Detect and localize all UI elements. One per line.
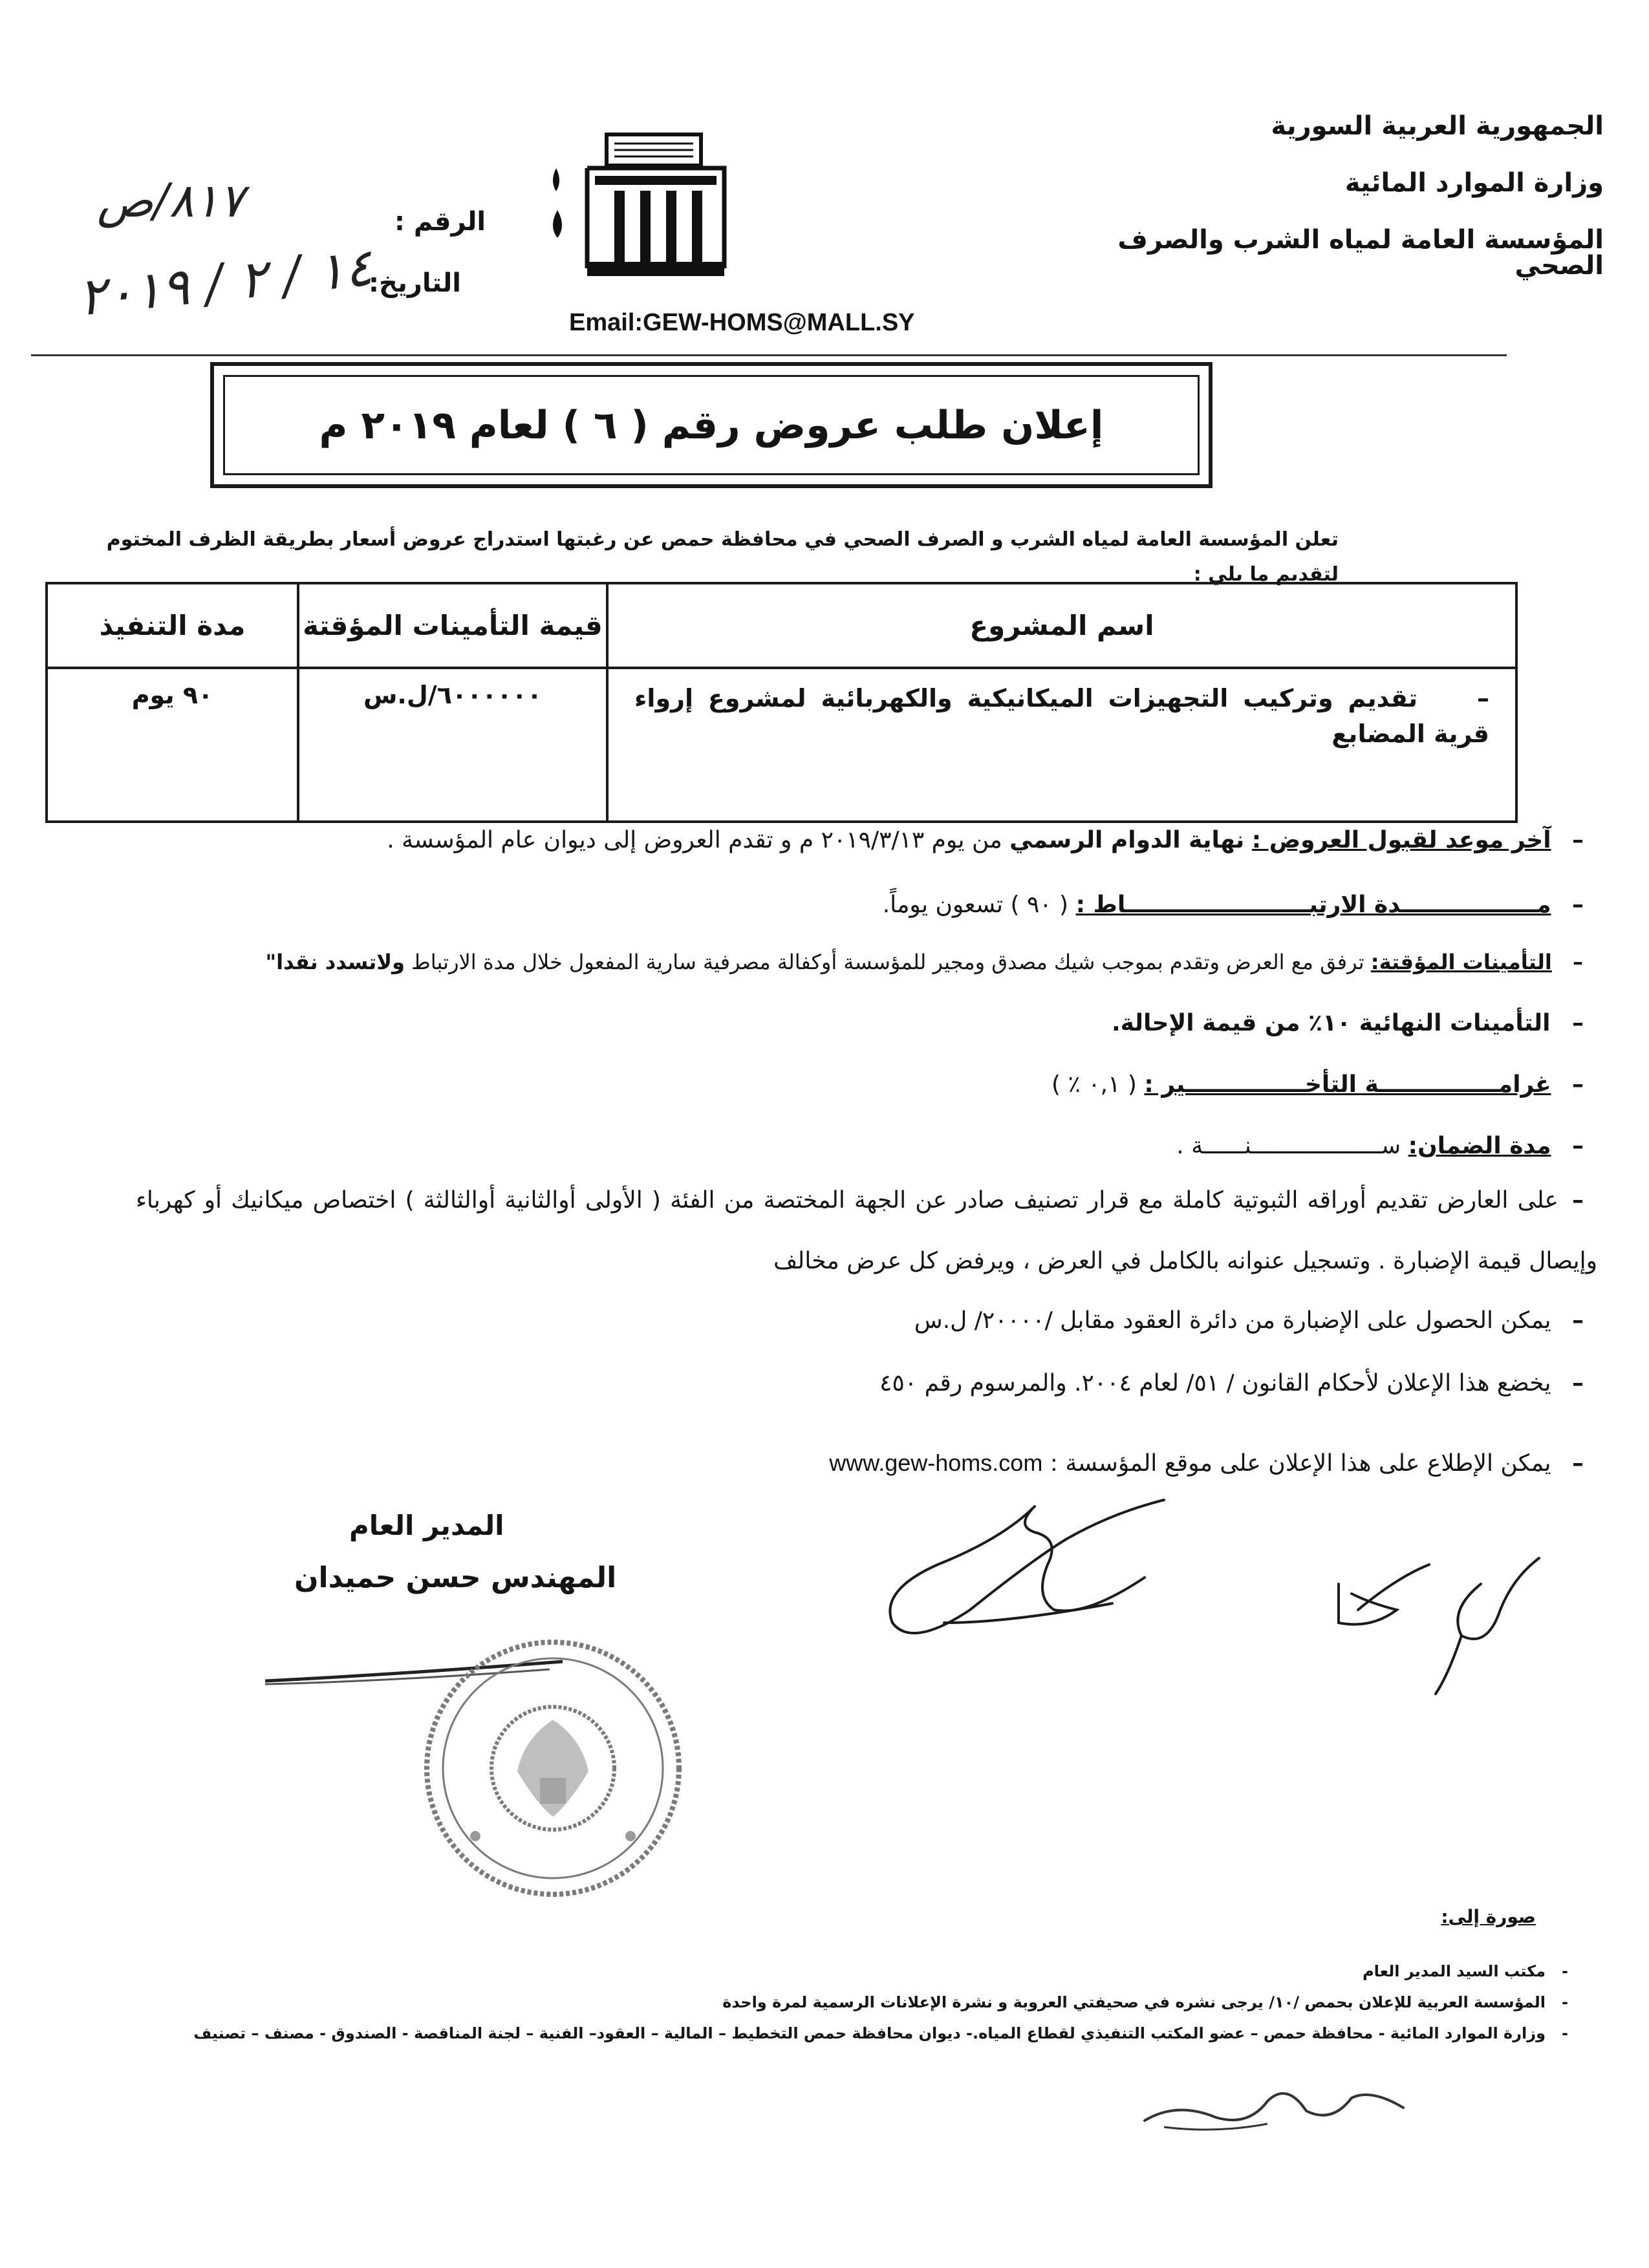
date-label: التاريخ: [369,268,461,298]
temporary-insurance-text: ترفق مع العرض وتقدم بموجب شيك مصدق ومجير للمؤسسة أوكفالة مصرفية سارية المفعول خلال مدة الارتباط [411,950,1364,974]
project-name-cell [607,668,1516,822]
temporary-insurance-value: ٦٠٠٠٠٠٠/ل.س [298,668,607,822]
official-seal [414,1629,692,1907]
header-divider [31,354,1507,356]
final-insurance-text: التأمينات النهائية ١٠٪ من قيمة الإحالة. [1111,1010,1551,1036]
clause-delay-penalty: – غرامـــــــــــــــة التأخـــــــــــــــير : ( ٠,١ ٪ ) [1051,1071,1584,1098]
announcement-title: إعلان طلب عروض رقم ( ٦ ) لعام ٢٠١٩ م [319,402,1104,448]
deadline-text: من يوم ٢٠١٩/٣/١٣ م و تقدم العروض إلى ديوان عام المؤسسة . [387,827,1002,853]
deadline-bold: نهاية الدوام الرسمي [1009,827,1245,853]
copy-recipient-3: -وزارة الموارد المائية - محافظة حمص – عضو المكتب التنفيذي لقطاع المياه.- ديوان محافظة حمص التخطيط – المالية – العقود– الفنية – لجنة المناقصة - الصندوق - مصنف – تصنيف [193,2024,1568,2042]
copies-label: صورة إلى: [1441,1906,1536,1927]
table-header-row [47,583,1516,668]
handwritten-date: ١٤ / ٢ / ٢٠١٩ [75,237,376,328]
project-name-value: تقديم وتركيب التجهيزات الميكانيكية والكهربائية لمشروع إرواء قرية المضابع [634,684,1489,749]
institution-name: المؤسسة العامة لمياه الشرب والصرف الصحي [1117,225,1604,281]
bidder-requirements-text: على العارض تقديم أوراقه الثبوتية كاملة مع قرار تصنيف صادر عن الجهة المختصة من الفئة ( الأولى أوالثانية أوالثالثة ) اختصاص ميكانيك أو كهرباء وإيصال قيمة الإضبارة . وتسجيل عنوانه بالكامل في العرض ، ويرفض كل عرض مخالف [136,1187,1597,1274]
signatory-title: المدير العام [349,1510,504,1541]
deadline-label: آخر موعد لقبول العروض : [1251,827,1551,853]
temporary-insurance-label: التأمينات المؤقتة: [1370,950,1552,974]
handwritten-reference-number: ٨١٧/ص [97,173,244,228]
commitment-label: مـــــــــــــــــدة الارتبـــــــــــــــــــــــاط : [1075,892,1551,918]
execution-duration-value: ٩٠ يوم [47,668,298,822]
warranty-value: ســـــــــــــــــــنــــــة . [1176,1133,1401,1159]
water-institution-logo [550,129,737,297]
website-link[interactable]: www.gew-homs.com [829,1450,1043,1476]
commitment-value: ( ٩٠ ) تسعون يوماً. [882,892,1069,918]
copy-recipient-2: -المؤسسة العربية للإعلان بحمص /١٠/ يرجى نشره في صحيفتي العروبة و نشرة الإعلانات الرسمية لمرة واحدة [722,1993,1568,2011]
penalty-value: ( ٠,١ ٪ ) [1051,1071,1137,1098]
clause-deadline: – آخر موعد لقبول العروض : نهاية الدوام الرسمي من يوم ٢٠١٩/٣/١٣ م و تقدم العروض إلى ديوان عام المؤسسة . [387,827,1584,853]
clause-final-insurance: – التأمينات النهائية ١٠٪ من قيمة الإحالة. [1111,1010,1584,1036]
warranty-label: مدة الضمان: [1408,1133,1551,1159]
law-text: يخضع هذا الإعلان لأحكام القانون / ٥١/ لعام ٢٠٠٤. والمرسوم رقم ٤٥٠ [879,1370,1551,1396]
announcement-title-box [210,362,1212,488]
copy-recipient-1: -مكتب السيد المدير العام [1363,1962,1568,1980]
email-address: Email:GEW-HOMS@MALL.SY [569,309,915,336]
dossier-text: يمكن الحصول على الإضبارة من دائرة العقود مقابل /٢٠٠٠٠/ ل.س [914,1307,1551,1334]
no-cash-note: ولاتسدد نقدا" [265,950,405,974]
table-row [47,668,1516,822]
tender-table [45,582,1518,823]
execution-duration-header: مدة التنفيذ [47,583,298,668]
intro-paragraph: تعلن المؤسسة العامة لمياه الشرب و الصرف الصحي في محافظة حمص عن رغبتها استدراج عروض أسعار بطريقة الظرف المختوم لتقديم ما يلي : [106,528,1339,586]
penalty-label: غرامـــــــــــــــة التأخـــــــــــــــير : [1144,1071,1551,1098]
website-text: يمكن الإطلاع على هذا الإعلان على موقع المؤسسة : [1050,1450,1551,1477]
clause-bidder-requirements: –على العارض تقديم أوراقه الثبوتية كاملة مع قرار تصنيف صادر عن الجهة المختصة من الفئة ( الأولى أوالثانية أوالثالثة ) اختصاص ميكانيك أو كهرباء وإيصال قيمة الإضبارة . وتسجيل عنوانه بالكامل في العرض ، ويرفض كل عرض مخالف [136,1187,1597,1274]
reference-label: الرقم : [394,207,486,237]
clause-commitment-period: – مـــــــــــــــــدة الارتبـــــــــــــــــــــــاط : ( ٩٠ ) تسعون يوماً. [882,892,1584,918]
clause-temporary-insurance: – التأمينات المؤقتة: ترفق مع العرض وتقدم بموجب شيك مصدق ومجير للمؤسسة أوكفالة مصرفية سارية المفعول خلال مدة الارتباط ولاتسدد نقدا" [265,950,1583,974]
institution-header [1022,113,1604,310]
handwritten-signatures [841,1481,1565,1700]
ministry-name: وزارة الموارد المائية [1344,168,1604,198]
project-name-header: اسم المشروع [607,583,1516,668]
clause-dossier: – يمكن الحصول على الإضبارة من دائرة العقود مقابل /٢٠٠٠٠/ ل.س [914,1307,1584,1334]
handwritten-initials [1138,2062,1410,2140]
country-name: الجمهورية العربية السورية [1271,111,1604,141]
clause-website: – يمكن الإطلاع على هذا الإعلان على موقع المؤسسة : www.gew-homs.com [829,1450,1584,1477]
signatory-name: المهندس حسن حميدان [294,1561,617,1594]
temporary-insurance-header: قيمة التأمينات المؤقتة [298,583,607,668]
clause-law: – يخضع هذا الإعلان لأحكام القانون / ٥١/ لعام ٢٠٠٤. والمرسوم رقم ٤٥٠ [879,1370,1584,1396]
row-dash: – [1477,684,1489,712]
clause-warranty-period: – مدة الضمان: ســـــــــــــــــــنــــــة . [1176,1133,1584,1159]
